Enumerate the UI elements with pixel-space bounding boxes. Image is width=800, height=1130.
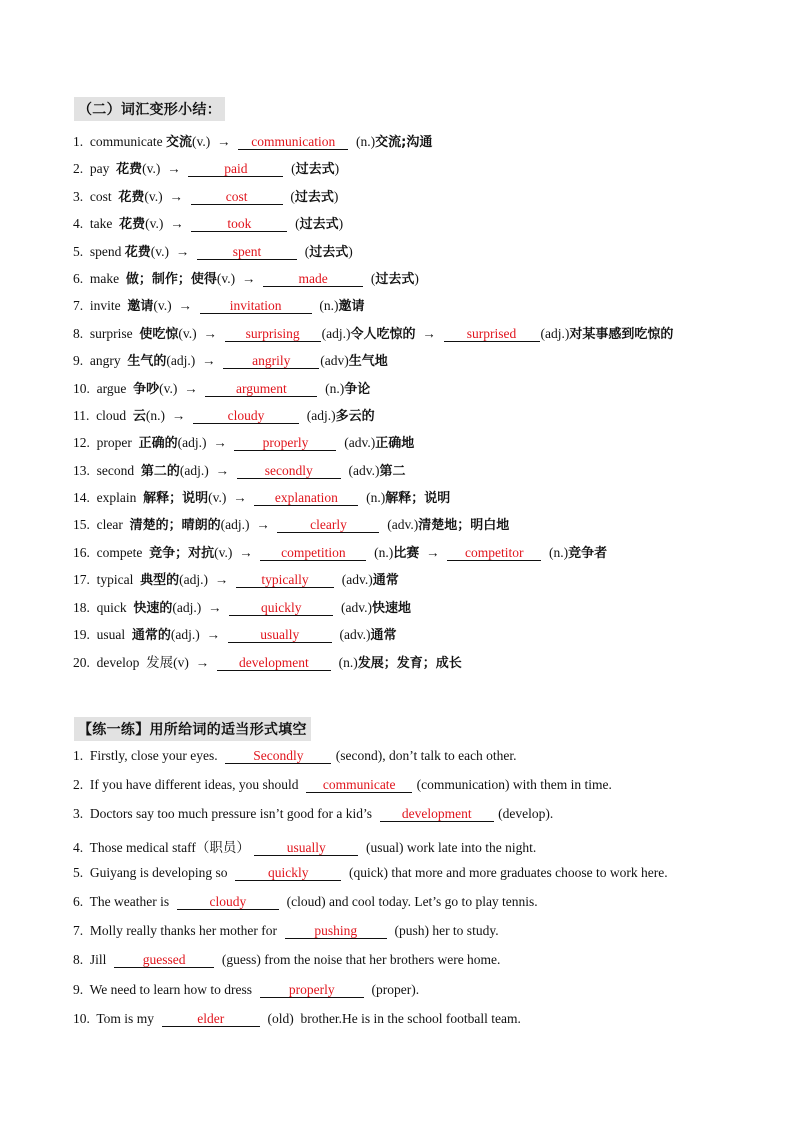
item-text: 7. invite <box>73 298 128 314</box>
vocab-item <box>73 432 673 459</box>
item-text: 9. angry <box>73 353 128 369</box>
answer-text: usually <box>260 627 300 643</box>
answer-blank <box>188 161 283 177</box>
chinese-gloss: 清楚地；明白地 <box>418 518 510 534</box>
vocab-item <box>73 241 673 268</box>
answer-text: paid <box>224 161 248 177</box>
chinese-gloss: 争论 <box>344 381 371 397</box>
chinese-gloss: 正确地 <box>375 436 415 452</box>
item-text: (n.) <box>542 544 569 560</box>
practice-list <box>73 748 668 1040</box>
item-text: (v.) → <box>142 161 188 177</box>
answer-blank <box>263 271 363 287</box>
chinese-gloss: 邀请 <box>338 299 365 315</box>
answer-blank <box>254 840 358 856</box>
item-text: ( <box>283 188 295 204</box>
answer-text: properly <box>262 435 309 451</box>
item-text: (adj.) <box>321 325 351 341</box>
item-text: (usual) work late into the night. <box>359 839 537 855</box>
chinese-gloss: 做；制作；使得 <box>125 271 217 287</box>
exercise-item <box>73 894 668 923</box>
item-text: ) <box>414 270 419 286</box>
vocab-item <box>73 186 673 213</box>
chinese-gloss: 花费 <box>119 217 146 233</box>
chinese-gloss: 通常的 <box>131 628 171 644</box>
item-text: 5. Guiyang is developing so <box>73 864 235 880</box>
item-text: 5. spend <box>73 243 125 259</box>
vocab-item <box>73 569 673 596</box>
answer-text: quickly <box>261 599 302 615</box>
item-text: 10. argue <box>73 380 134 396</box>
answer-blank <box>225 748 331 764</box>
item-text: (adj.) <box>540 325 570 341</box>
item-text: (n.) <box>331 655 358 671</box>
chinese-gloss: 通常 <box>370 628 397 644</box>
answer-blank <box>191 216 287 232</box>
item-text: 18. quick <box>73 599 134 615</box>
item-text: (v.) → <box>178 325 224 341</box>
item-text: 4. Those medical staff <box>73 839 196 855</box>
answer-blank <box>229 600 333 616</box>
item-text: ) <box>348 243 353 259</box>
vocab-item <box>73 378 673 405</box>
vocab-item <box>73 268 673 295</box>
item-text: (v.) → <box>153 298 199 314</box>
answer-text: surprised <box>466 325 517 341</box>
exercise-item <box>73 865 668 894</box>
answer-text: competition <box>281 544 346 560</box>
answer-text: argument <box>236 380 287 396</box>
chinese-gloss: 云 <box>132 408 146 424</box>
vocab-item <box>73 405 673 432</box>
answer-blank <box>200 298 312 314</box>
practice-title: 【练一练】用所给词的适当形式填空 <box>74 717 311 741</box>
answer-text: cost <box>225 188 248 204</box>
chinese-gloss: 花费 <box>124 244 151 260</box>
answer-text: development <box>401 806 472 822</box>
chinese-gloss: 过去式 <box>375 271 415 287</box>
chinese-gloss: 花费 <box>118 189 145 205</box>
chinese-gloss: 生气地 <box>348 354 388 370</box>
item-text: (v.) → <box>145 216 191 232</box>
chinese-gloss: 多云的 <box>335 408 375 424</box>
item-text: (adv.) <box>337 435 376 451</box>
vocab-item <box>73 158 673 185</box>
item-text: (adj.) → <box>179 462 236 478</box>
item-text: (v.) → <box>150 243 197 259</box>
chinese-gloss: 快速的 <box>133 600 173 616</box>
vocab-item <box>73 213 673 240</box>
item-text: (n.) <box>359 490 386 506</box>
answer-blank <box>217 655 331 671</box>
item-text: (adj.) → <box>220 517 277 533</box>
answer-text: quickly <box>268 864 309 880</box>
item-text: (adj.) → <box>172 599 229 615</box>
answer-text: communication <box>251 134 336 149</box>
item-text: (cloud) and cool today. Let’s go to play tennis. <box>279 893 538 909</box>
item-text: (adj.) <box>300 407 336 423</box>
chinese-gloss: 清楚的；晴朗的 <box>129 518 221 534</box>
answer-blank <box>237 463 341 479</box>
answer-text: development <box>239 655 309 671</box>
chinese-gloss: 邀请 <box>127 299 154 315</box>
item-text: (communication) with them in time. <box>413 777 612 793</box>
item-text: → <box>415 325 443 341</box>
chinese-gloss: 花费 <box>116 162 143 178</box>
vocab-item <box>73 295 673 322</box>
item-text: 10. Tom is my <box>73 1010 161 1026</box>
vocab-item <box>73 624 673 651</box>
item-text: (push) her to study. <box>387 923 499 939</box>
chinese-gloss: 生气的 <box>127 354 167 370</box>
exercise-item <box>73 982 668 1011</box>
answer-blank <box>191 189 283 205</box>
item-text: 17. typical <box>73 572 141 588</box>
chinese-gloss: 令人吃惊的 <box>350 326 416 342</box>
answer-text: guessed <box>142 952 186 968</box>
chinese-gloss: 竞争者 <box>568 545 608 561</box>
chinese-gloss: 解释；说明 <box>143 491 209 507</box>
item-text: ( <box>364 270 376 286</box>
item-text: (adv.) <box>380 517 419 533</box>
exercise-item <box>73 836 668 865</box>
chinese-gloss: 过去式 <box>309 244 349 260</box>
answer-blank <box>447 545 541 561</box>
item-text: 9. We need to learn how to dress <box>73 981 259 997</box>
item-text <box>250 840 253 856</box>
answer-text: usually <box>286 839 326 855</box>
item-text: (adv.) <box>335 572 373 588</box>
item-text: 2. If you have different ideas, you should <box>73 777 306 793</box>
vocab-summary-title: （二）词汇变形小结： <box>74 97 225 121</box>
chinese-gloss: 通常 <box>372 573 399 589</box>
vocab-item <box>73 514 673 541</box>
answer-text: surprising <box>245 325 300 341</box>
item-text: (guess) from the noise that her brothers were home. <box>215 952 501 968</box>
answer-text: invitation <box>229 298 282 314</box>
answer-blank <box>205 381 317 397</box>
chinese-gloss: 争吵 <box>133 381 160 397</box>
item-text: (second), don’t talk to each other. <box>332 748 517 763</box>
chinese-gloss: 正确的 <box>138 436 178 452</box>
item-text: (v.) → <box>144 188 190 204</box>
item-text: 2. pay <box>73 161 117 177</box>
item-text: 3. cost <box>73 188 119 204</box>
answer-text: properly <box>288 981 335 997</box>
item-text: 14. explain <box>73 490 144 506</box>
item-text: （职员） <box>195 839 250 855</box>
item-text: (adv) <box>320 353 349 369</box>
answer-text: made <box>298 270 328 286</box>
item-text: 19. usual <box>73 627 132 643</box>
answer-text: angrily <box>252 353 291 369</box>
exercise-item <box>73 748 668 777</box>
answer-text: explanation <box>274 490 338 506</box>
answer-blank <box>260 982 364 998</box>
answer-text: cloudy <box>227 407 265 423</box>
item-text: (adv.) <box>334 599 372 615</box>
exercise-item <box>73 923 668 952</box>
item-text: 13. second <box>73 462 141 478</box>
answer-blank <box>285 923 387 939</box>
answer-blank <box>236 572 334 588</box>
item-text: (n.) <box>349 134 376 149</box>
answer-text: took <box>227 216 252 232</box>
answer-blank <box>306 777 412 793</box>
item-text: 8. surprise <box>73 325 140 341</box>
vocab-item <box>73 487 673 514</box>
answer-blank <box>197 244 297 260</box>
item-text: (v.) → <box>208 490 254 506</box>
item-text: (v.) → <box>214 544 260 560</box>
chinese-gloss: 第二 <box>379 463 406 479</box>
item-text: 11. cloud <box>73 407 133 423</box>
item-text: → <box>419 544 447 560</box>
vocab-item <box>73 350 673 377</box>
exercise-item <box>73 952 668 981</box>
chinese-gloss: 对某事感到吃惊的 <box>569 326 674 342</box>
chinese-gloss: 比赛 <box>393 545 420 561</box>
item-text: (n.) <box>318 380 345 396</box>
chinese-gloss: 过去式 <box>295 162 335 178</box>
item-text: (adj.) → <box>166 353 223 369</box>
vocab-item <box>73 597 673 624</box>
chinese-gloss: 第二的 <box>140 463 180 479</box>
item-text: ( <box>284 161 296 177</box>
chinese-gloss: 解释；说明 <box>385 491 451 507</box>
vocab-item <box>73 323 673 350</box>
item-text: 6. The weather is <box>73 893 176 909</box>
exercise-item <box>73 806 668 835</box>
vocab-item <box>73 651 673 678</box>
item-text: (adv.) <box>332 627 371 643</box>
item-text: (develop). <box>494 806 554 822</box>
item-text: ) <box>333 188 339 204</box>
item-text: 8. Jill <box>73 952 114 968</box>
item-text: 12. proper <box>73 435 139 451</box>
answer-text: spent <box>232 243 262 259</box>
item-text: ( <box>298 243 310 259</box>
exercise-item <box>73 1011 668 1040</box>
answer-blank <box>177 894 279 910</box>
item-text: 3. Doctors say too much pressure isn’t good for a kid’s <box>73 806 379 822</box>
answer-blank <box>162 1011 260 1027</box>
answer-blank <box>225 326 321 342</box>
chinese-gloss: 交流;沟通 <box>375 135 433 150</box>
item-text: (v.) → <box>192 134 238 149</box>
answer-blank <box>260 545 366 561</box>
answer-blank <box>234 435 336 451</box>
item-text: 15. clear <box>73 517 130 533</box>
answer-blank <box>228 627 332 643</box>
item-text: (n.) <box>367 544 394 560</box>
answer-blank <box>114 952 214 968</box>
answer-blank <box>277 517 379 533</box>
item-text: (quick) that more and more graduates choose to work here. <box>342 864 668 880</box>
item-text: 16. compete <box>73 544 150 560</box>
item-text: 1. Firstly, close your eyes. <box>73 748 225 763</box>
answer-blank <box>444 326 540 342</box>
item-text: (v) → <box>173 655 216 671</box>
chinese-gloss: 使吃惊 <box>139 326 179 342</box>
answer-text: clearly <box>310 517 347 533</box>
item-text: (v.) → <box>216 270 263 286</box>
item-text: 4. take <box>73 216 120 232</box>
item-text: (adj.) → <box>170 627 227 643</box>
answer-text: Secondly <box>253 748 304 763</box>
answer-text: cloudy <box>209 893 247 909</box>
chinese-gloss: 发展；发育；成长 <box>357 656 462 672</box>
answer-blank <box>238 134 348 150</box>
answer-text: pushing <box>314 923 358 939</box>
item-text: 1. communicate <box>73 134 166 149</box>
answer-text: typically <box>261 572 309 588</box>
answer-blank <box>235 865 341 881</box>
item-text: ( <box>288 216 300 232</box>
chinese-gloss: 竞争；对抗 <box>149 545 215 561</box>
item-text: (adj.) → <box>177 435 234 451</box>
vocab-summary-list <box>73 131 673 679</box>
answer-blank <box>223 353 319 369</box>
item-text: ) <box>334 161 340 177</box>
item-text: 20. develop <box>73 655 147 671</box>
item-text: (n.) → <box>145 407 193 423</box>
chinese-gloss: 快速地 <box>371 600 411 616</box>
answer-text: secondly <box>264 462 313 478</box>
item-text: (v.) → <box>159 380 205 396</box>
answer-blank <box>193 408 299 424</box>
vocab-item <box>73 131 673 158</box>
item-text: ) <box>338 216 344 232</box>
chinese-gloss: 过去式 <box>294 189 334 205</box>
answer-blank <box>254 490 358 506</box>
answer-text: communicate <box>322 777 396 793</box>
item-text: 7. Molly really thanks her mother for <box>73 923 284 939</box>
item-text: 6. make <box>73 270 126 286</box>
answer-blank <box>380 806 494 822</box>
item-text: (n.) <box>312 298 339 314</box>
chinese-gloss: 典型的 <box>140 573 180 589</box>
item-text: (adv.) <box>341 462 380 478</box>
answer-text: competitor <box>465 544 524 560</box>
chinese-gloss: 过去式 <box>299 217 339 233</box>
item-text: (old) brother.He is in the school football team. <box>260 1010 521 1026</box>
chinese-gloss: 交流 <box>165 135 192 150</box>
exercise-item <box>73 777 668 806</box>
vocab-item <box>73 460 673 487</box>
item-text: (proper). <box>364 981 420 997</box>
item-text: 发展 <box>146 655 174 671</box>
item-text: (adj.) → <box>179 572 235 588</box>
answer-text: elder <box>197 1010 225 1026</box>
vocab-item <box>73 542 673 569</box>
